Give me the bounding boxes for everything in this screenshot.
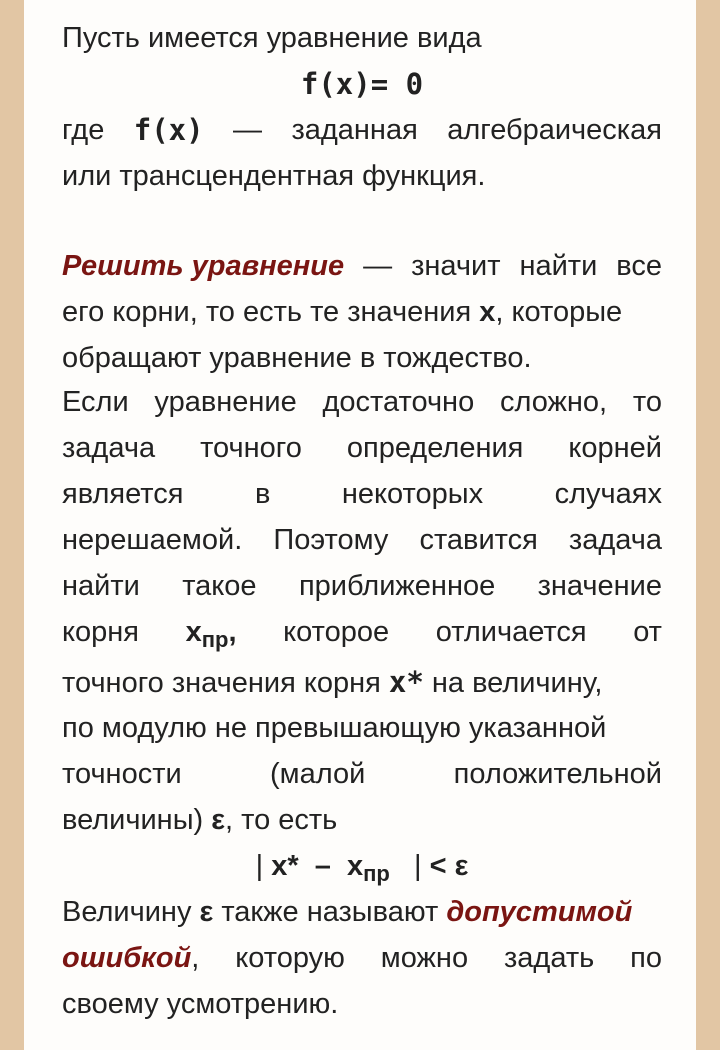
word: то [632, 386, 662, 418]
word: найти [62, 570, 140, 602]
equation [62, 61, 662, 107]
term-error-group [62, 935, 199, 981]
word: все [616, 250, 662, 282]
text-line [62, 243, 662, 289]
epsilon-symbol: ε [211, 804, 226, 836]
text-run: величины) [62, 804, 212, 836]
variable-x: x [479, 296, 496, 328]
abs-bar-right: | [414, 850, 422, 882]
text-run: , которые [495, 296, 623, 328]
word: достаточно [322, 386, 475, 418]
text-line [62, 289, 662, 335]
paragraph-definition [62, 15, 662, 199]
word: можно [380, 942, 469, 974]
word: является [62, 478, 184, 510]
subscript: пр [363, 861, 390, 886]
word: нерешаемой. [62, 524, 243, 556]
inequality [62, 843, 662, 889]
word: сложно, [499, 386, 608, 418]
text-line [62, 517, 662, 563]
text-run: также называют [213, 896, 447, 928]
word: задать [503, 942, 595, 974]
function-symbol: f(x) [133, 113, 204, 147]
word: в [254, 478, 271, 510]
comma: , [191, 942, 200, 974]
text-line: обращают уравнение в тождество. [62, 342, 532, 374]
paragraph-approximation [62, 379, 662, 843]
text-line [62, 659, 662, 705]
text-line [62, 107, 662, 153]
word: корня [62, 616, 139, 648]
term-solve-equation: Решить уравнение [62, 250, 345, 282]
word: которое [283, 616, 390, 648]
text-line: или трансцендентная функция. [62, 160, 486, 192]
inequality-line [62, 843, 662, 889]
word: значение [537, 570, 662, 602]
comma: , [228, 616, 237, 648]
word: точного [200, 432, 302, 464]
word: уравнение [154, 386, 297, 418]
text-run: его корни, то есть те значения [62, 296, 480, 328]
paragraph-tolerance [62, 889, 662, 1027]
variable-x-star: x* [388, 665, 424, 699]
word: от [633, 616, 662, 648]
text-line [62, 935, 662, 981]
abs-bar-left: | [255, 850, 264, 882]
word: задача [568, 524, 662, 556]
word: значит [411, 250, 501, 282]
word: заданная [291, 114, 418, 146]
text-line: Пусть имеется уравнение вида [62, 22, 482, 54]
word: ставится [419, 524, 538, 556]
word: (малой [270, 758, 366, 790]
word: отличается [435, 616, 587, 648]
word: приближенное [298, 570, 496, 602]
text-line [62, 609, 662, 659]
variable-x-star: x* [271, 850, 299, 882]
word: где [62, 114, 105, 146]
text-line [62, 889, 662, 935]
equation-text: f(x)= 0 [300, 67, 424, 101]
word: — [233, 114, 263, 146]
variable-x: x [347, 850, 364, 882]
word: Если [62, 386, 129, 418]
word: которую [235, 942, 345, 974]
text-run: на величину, [423, 667, 603, 699]
text-run: Величину [62, 896, 200, 928]
variable-x: x [185, 616, 202, 648]
word: задача [62, 432, 156, 464]
word: корней [568, 432, 662, 464]
text-line [62, 471, 662, 517]
word: Поэтому [273, 524, 389, 556]
text-line [62, 797, 662, 843]
word: найти [519, 250, 598, 282]
word: определения [346, 432, 524, 464]
text-line: своему усмотрению. [62, 988, 339, 1020]
text-line: по модулю не превышающую указанной [62, 712, 607, 744]
text-run: точного значения корня [62, 667, 389, 699]
word: такое [182, 570, 257, 602]
word: случаях [554, 478, 662, 510]
term-error: ошибкой [62, 942, 192, 974]
epsilon-symbol: ε [454, 850, 469, 882]
subscript: пр [201, 627, 229, 652]
text-line [62, 425, 662, 471]
term-allowable: допустимой [446, 896, 633, 928]
word: некоторых [341, 478, 484, 510]
variable-x-approx [186, 609, 237, 659]
text-line [62, 563, 662, 609]
word: точности [62, 758, 182, 790]
text-line [62, 751, 662, 797]
text-line [62, 379, 662, 425]
word: алгебраическая [447, 114, 662, 146]
word: — [363, 250, 393, 282]
word: по [630, 942, 662, 974]
minus-sign: – [314, 850, 331, 882]
word: положительной [453, 758, 662, 790]
text-run: , то есть [225, 804, 338, 836]
page [24, 0, 696, 1050]
less-than-sign: < [429, 850, 447, 882]
paragraph-solve [62, 243, 662, 381]
epsilon-symbol: ε [199, 896, 214, 928]
